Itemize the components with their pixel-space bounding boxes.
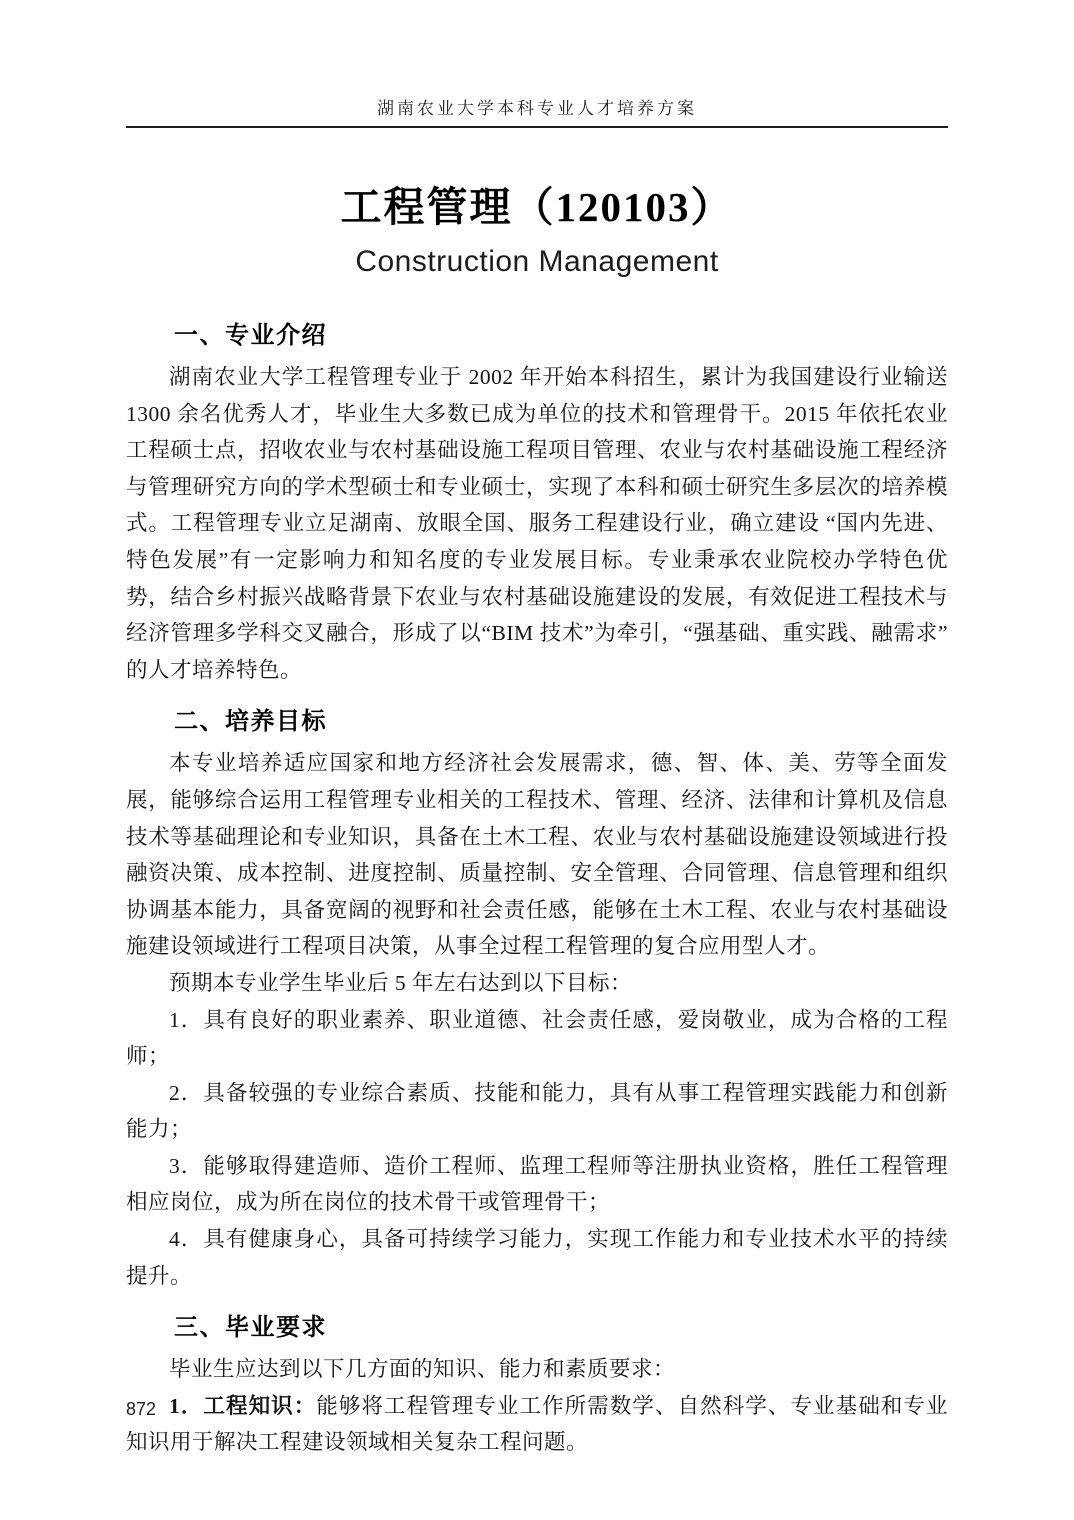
section-objectives <box>126 701 948 1294</box>
section-intro <box>126 315 948 688</box>
objective-item-2: 2．具备较强的专业综合素质、技能和能力，具有从事工程管理实践能力和创新能力； <box>126 1080 948 1142</box>
section-heading-intro: 一、专业介绍 <box>174 322 327 349</box>
objective-item-1: 1．具有良好的职业素养、职业道德、社会责任感，爱岗敬业，成为合格的工程师； <box>126 1007 948 1069</box>
body-paragraph: 本专业培养适应国家和地方经济社会发展需求，德、智、体、美、劳等全面发展，能够综合运用工程管理专业相关的工程技术、管理、经济、法律和计算机及信息技术等基础理论和专业知识，具备在土木工程、农业与农村基础设施建设领域进行投融资决策、成本控制、进度控制、质量控制、安全管理、合同管理、信息管理和组织协调基本能力，具备宽阔的视野和社会责任感，能够在土木工程、农业与农村基础设施建设领域进行工程项目决策，从事全过程工程管理的复合应用型人才。 <box>126 751 948 959</box>
body-paragraph: 预期本专业学生毕业后 5 年左右达到以下目标： <box>169 970 633 995</box>
header-rule <box>126 126 948 128</box>
body-paragraph: 毕业生应达到以下几方面的知识、能力和素质要求： <box>169 1357 676 1382</box>
body-paragraph: 湖南农业大学工程管理专业于 2002 年开始本科招生，累计为我国建设行业输送 1300 余名优秀人才，毕业生大多数已成为单位的技术和管理骨干。2015 年依托农业工程硕士点，招收农业与农村基础设施工程项目管理、农业与农村基础设施工程经济与管理研究方向的学术型硕士和专业硕士，实现了本科和硕士研究生多层次的培养模式。工程管理专业立足湖南、放眼全国、服务工程建设行业，确立建设 “国内先进、特色发展”有一定影响力和知名度的专业发展目标。专业秉承农业院校办学特色优势，结合乡村振兴战略背景下农业与农村基础设施建设的发展，有效促进工程技术与经济管理多学科交叉融合，形成了以“BIM 技术”为牵引，“强基础、重实践、融需求”的人才培养特色。 <box>126 365 948 682</box>
section-heading-graduation: 三、毕业要求 <box>174 1314 327 1342</box>
doc-title-en: Construction Management <box>355 245 719 278</box>
content-column <box>126 0 948 1461</box>
doc-title-zh: 工程管理（120103） <box>340 184 734 230</box>
requirement-item-text: 能够将工程管理专业工作所需数学、自然科学、专业基础和专业知识用于解决工程建设领域相关复杂工程问题。 <box>126 1393 948 1455</box>
section-graduation-requirements <box>126 1307 948 1461</box>
objective-item-3: 3．能够取得建造师、造价工程师、监理工程师等注册执业资格，胜任工程管理相应岗位，成为所在岗位的技术骨干或管理骨干； <box>126 1153 948 1215</box>
requirement-item-lead: 1．工程知识： <box>169 1393 317 1418</box>
page-number: 872 <box>126 1399 157 1419</box>
section-heading-objectives: 二、培养目标 <box>174 708 327 736</box>
requirement-item-1 <box>126 1388 948 1461</box>
running-header: 湖南农业大学本科专业人才培养方案 <box>377 99 697 118</box>
objective-item-4: 4．具有健康身心，具备可持续学习能力，实现工作能力和专业技术水平的持续提升。 <box>126 1227 948 1288</box>
